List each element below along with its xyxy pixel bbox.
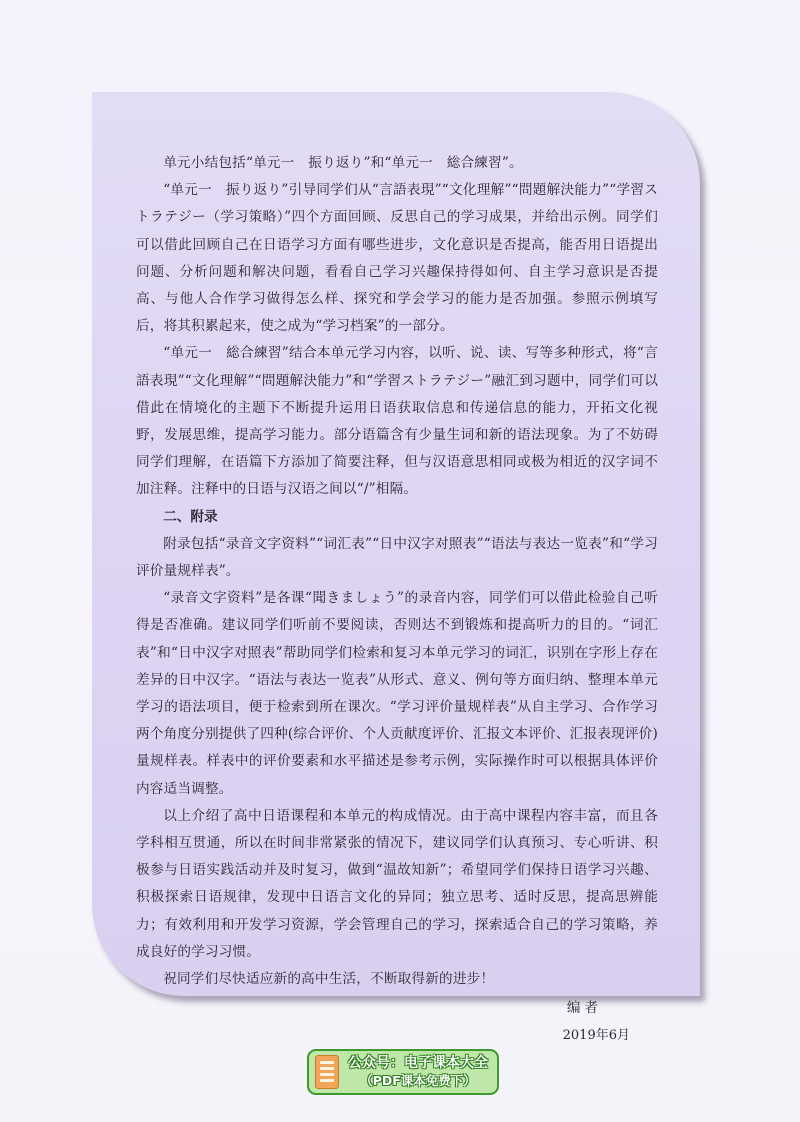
- paragraph-summary-intro: 单元小结包括“单元一 振り返り”和“单元一 総合練習”。: [163, 155, 523, 171]
- signature-author: 编者: [566, 1000, 602, 1017]
- ebook-icon: [315, 1055, 339, 1089]
- paragraph-closing-wish: 祝同学们尽快适应新的高中生活，不断取得新的进步！: [163, 971, 495, 988]
- watermark-line1: 公众号：电子课本大全: [348, 1055, 488, 1071]
- content-card: [92, 92, 700, 1044]
- paragraph-furikaeri: “单元一 振り返り”引导同学们从“言語表現”“文化理解”“問題解決能力”“学習ストラテジー（学习策略）”四个方面回顾、反思自己的学习成果，并给出示例。同学们可以借此回顾自己在日语学习方面有哪些进步，文化意识是否提高，能否用日语提出问题、分析问题和解决问题，看看自己学习兴趣保持得如何、自主学习意识是否提高、与他人合作学习做得怎么样、探究和学会学习的能力是否加强。参照示例填写后，将其积累起来，使之成为“学习档案”的一部分。: [136, 182, 658, 335]
- signature-date: 2019年6月: [562, 1028, 630, 1044]
- paragraph-appendix-detail: “录音文字资料”是各课“聞きましょう”的录音内容，同学们可以借此检验自己听得是否准确。建议同学们听前不要阅读，否则达不到锻炼和提高听力的目的。“词汇表”和“日中汉字对照表”帮助同学们检索和复习本单元学习的词汇，识别在字形上存在差异的日中汉字。“语法与表达一览表”从形式、意义、例句等方面归纳、整理本单元学习的语法项目，便于检索到所在课次。“学习评价量规样表”从自主学习、合作学习两个角度分别提供了四种(综合评价、个人贡献度评价、汇报文本评价、汇报表现评价)量规样表。样表中的评价要素和水平描述是参考示例，实际操作时可以根据具体评价内容适当调整。: [136, 590, 658, 797]
- watermark-text: [339, 1054, 497, 1090]
- paragraph-appendix-intro: 附录包括“录音文字资料”“词汇表”“日中汉字对照表”“语法与表达一览表”和“学习评价量规样表”。: [136, 535, 658, 580]
- section-heading-appendix: 二、附录: [163, 508, 218, 525]
- paragraph-course-intro: 以上介绍了高中日语课程和本单元的构成情况。由于高中课程内容丰富，而且各学科相互贯通，所以在时间非常紧张的情况下，建议同学们认真预习、专心听讲、积极参与日语实践活动并及时复习，做到“温故知新”；希望同学们保持日语学习兴趣、积极探索日语规律，发现中日语言文化的异同；独立思考、适时反思，提高思辨能力；有效利用和开发学习资源，学会管理自己的学习，探索适合自己的学习策略，养成良好的学习习惯。: [136, 807, 658, 960]
- watermark-badge: [307, 1049, 499, 1095]
- watermark-line2: （PDF课本免费下）: [360, 1073, 476, 1088]
- paragraph-sougou-renshuu: “单元一 総合練習”结合本单元学习内容，以听、说、读、写等多种形式，将“言語表現”“文化理解”“問題解決能力”和“学習ストラテジー”融汇到习题中，同学们可以借此在情境化的主题下不断提升运用日语获取信息和传递信息的能力，开拓文化视野，发展思维，提高学习能力。部分语篇含有少量生词和新的语法现象。为了不妨碍同学们理解，在语篇下方添加了简要注释，但与汉语意思相同或极为相近的汉字词不加注释。注释中的日语与汉语之间以“/”相隔。: [136, 345, 658, 498]
